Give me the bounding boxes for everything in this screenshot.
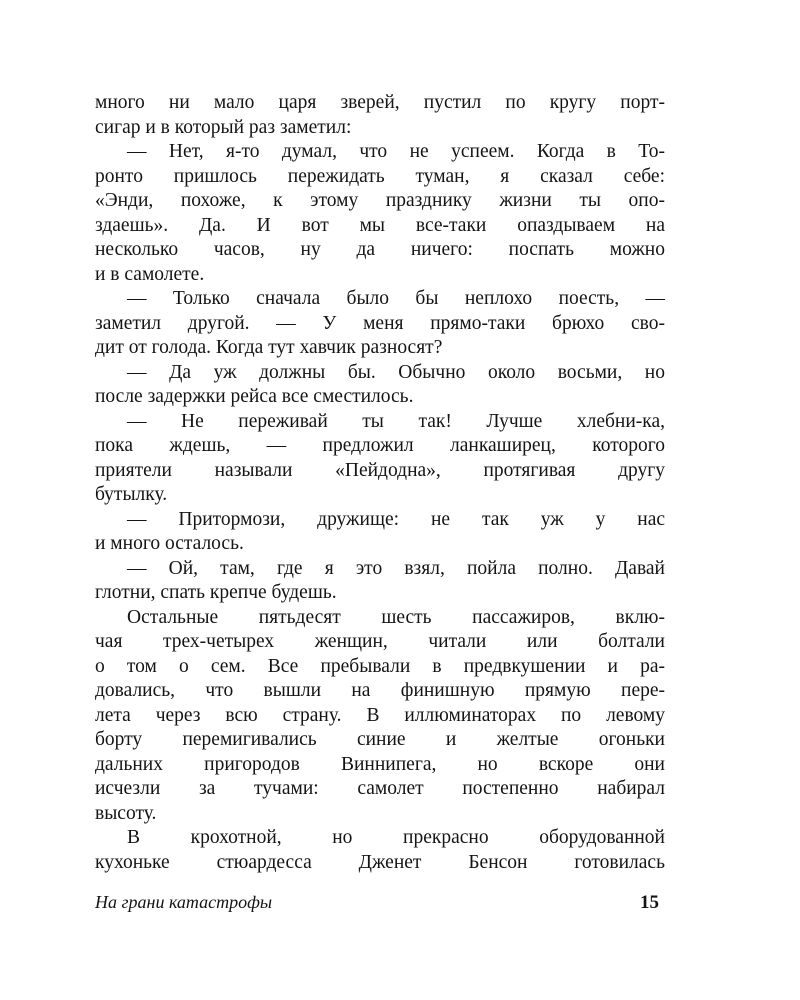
text-line: ронто пришлось пережидать туман, я сказал себе: — [95, 165, 665, 187]
text-line: несколько часов, ну да ничего: поспать можно — [95, 239, 665, 260]
text-line: сигар и в который раз заметил: — [95, 116, 352, 138]
text-line: чая трех-четырех женщин, читали или болтали — [95, 631, 665, 652]
body-text — [95, 91, 665, 875]
text-line: — Ой, там, где я это взял, пойла полно. Давай — [127, 557, 665, 579]
text-line: кухоньке стюардесса Дженет Бенсон готовилась — [95, 851, 665, 873]
text-line: исчезли за тучами: самолет постепенно набирал — [95, 778, 665, 799]
text-line: «Энди, похоже, к этому празднику жизни ты опо- — [95, 190, 665, 211]
text-line: высоту. — [95, 802, 157, 824]
text-line: приятели называли «Пейдодна», протягивая другу — [95, 459, 665, 481]
text-line: дальних пригородов Виннипега, но вскоре они — [95, 753, 665, 775]
text-line: пока ждешь, — предложил ланкаширец, которого — [95, 435, 665, 456]
text-line: бутылку. — [95, 484, 168, 505]
text-line: борту перемигивались синие и желтые огоньки — [95, 729, 665, 750]
text-line: и много осталось. — [95, 533, 244, 554]
text-line: В крохотной, но прекрасно оборудованной — [127, 827, 665, 848]
page-number: 15 — [640, 892, 659, 913]
running-footer-title: На грани катастрофы — [95, 892, 273, 912]
text-line: Остальные пятьдесят шесть пассажиров, вклю- — [127, 606, 665, 628]
text-line: о том о сем. Все пребывали в предвкушении и ра- — [95, 655, 665, 677]
text-line: лета через всю страну. В иллюминаторах по левому — [95, 704, 665, 726]
text-line: — Не переживай ты так! Лучше хлебни-ка, — [127, 410, 665, 432]
text-line: глотни, спать крепче будешь. — [95, 582, 337, 603]
text-line: — Только сначала было бы неплохо поесть, — — [127, 288, 665, 309]
text-line: довались, что вышли на финишную прямую пере- — [95, 680, 665, 701]
text-line: и в самолете. — [95, 263, 205, 285]
text-line: — Нет, я-то думал, что не успеем. Когда в То- — [127, 141, 665, 162]
text-line: — Притормози, дружище: не так уж у нас — [127, 508, 665, 530]
text-line: дит от голода. Когда тут хавчик разносят? — [95, 337, 443, 358]
text-line: после задержки рейса все сместилось. — [95, 386, 414, 407]
text-line: — Да уж должны бы. Обычно около восьми, но — [127, 361, 665, 383]
text-line: много ни мало царя зверей, пустил по кругу порт- — [95, 92, 665, 113]
text-line: заметил другой. — У меня прямо-таки брюхо сво- — [95, 312, 665, 334]
text-line: здаешь». Да. И вот мы все-таки опаздываем на — [95, 214, 665, 236]
